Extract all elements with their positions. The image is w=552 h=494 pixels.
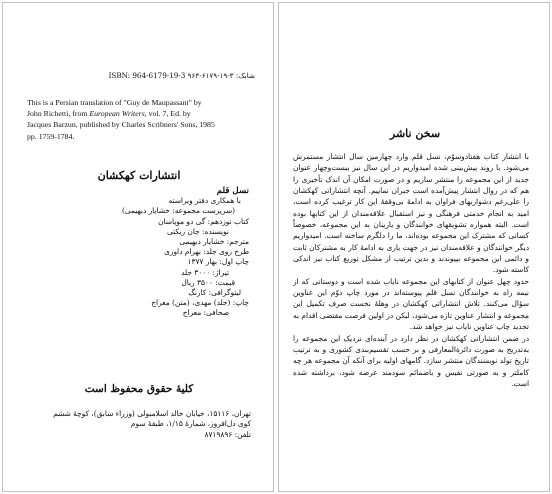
edition-line: چاپ اول: بهار ۱۳۷۷ <box>187 257 249 267</box>
translation-note-line-4: pp. 1759-1784. <box>27 131 75 141</box>
credits-block <box>19 186 249 319</box>
printing-line: چاپ: (جلد) مهدی، (متن) معراج <box>151 298 249 308</box>
translation-note-source-title: European Writers <box>89 109 145 119</box>
text-line: با انتشار کتاب هفتادوسوّم، نسل قلم وارد چهارمین سال انتشار مستمرش <box>293 152 529 161</box>
text-line: ترغیب کرده است، امید به انجام خدمتی فرهنگی و نیز استقبال علاقه‌مندان <box>293 197 529 218</box>
cover-designer-line: طرح روی جلد: بهرام داوری <box>164 247 249 257</box>
publisher-note-body <box>293 151 529 389</box>
lithography-line: لیتوگرافی: کارنگ <box>188 288 241 298</box>
text-line: را به‌تدریج به صورت دائرةالمعارفی و بر حسب تقسیم‌بندی کشوری و به <box>293 333 529 354</box>
cooperation-line: با همکاری دفتر ویراسته <box>168 196 241 206</box>
text-line: تکمیل این مجموعه و انتشار عناوین تازه می‌شود، لیکن در اولین فرصت <box>293 299 529 320</box>
publisher-address <box>19 409 251 440</box>
publisher-note-heading: سخن ناشر <box>389 127 441 140</box>
text-line: عناوین سؤال می‌کنند. تلاش انتشاراتی کهکشان در وهلهٔ نخست صرف <box>293 288 529 309</box>
translation-note-line-2 <box>27 108 259 119</box>
binding-line: صحافی: معراج <box>182 308 229 318</box>
phone-line: تلفن: ۸۷۱۹۸۹۶ <box>204 429 251 439</box>
text-line: تأخیری را هم که در روال انتشار پیش‌آمده است جبران نماییم. آنچه <box>293 174 529 196</box>
isbn-line: شابک: ۳-۱۹-۶۱۷۹-۹۶۴ ISBN: 964-6179-19-3 <box>108 71 255 80</box>
series-editor-line: (سرپرست مجموعه: خشایار دیهیمی) <box>121 206 235 216</box>
text-line: انتشاراتی کهکشان را علی‌رغم دشواریهای فراوان به ادامهٔ بی‌وقفهٔ این کار <box>293 186 529 207</box>
translation-note-line-1: This is a Persian translation of "Guy de Maupassant" by <box>27 98 202 107</box>
text-line: مجموعه، خصوصاً کسانی که مشترک این مجموعه بوده‌اند، ما را دلگرم <box>293 220 529 241</box>
translation-note-author: John Richetti, from <box>27 109 88 119</box>
text-line: می‌شود. با روند پیش‌بینی شده امیدواریم در این سال نیز بیست‌وچهار <box>313 163 530 173</box>
paragraph-1 <box>293 151 529 276</box>
left-page-copyright <box>2 2 274 492</box>
print-run-line: تیراژ: ۳۰۰۰ جلد <box>181 267 229 277</box>
text-line: مقتضی اقدام به تجدید چاپ عناوین نایاب نیز خواهد شد. <box>293 310 529 332</box>
translation-note-volume: , vol. 7, Ed. by <box>144 109 191 119</box>
publisher-name: انتشارات کهکشان <box>97 169 181 182</box>
text-line: ادامهٔ کار به مشترکان ثابت و دائمی این مجموعه بپیوندند و بدین ترتیب از <box>293 242 529 264</box>
text-line: ساخته است. امیدواریم دیگر خوانندگان و علاقه‌مندان نیز در جهت یاری به <box>293 231 529 252</box>
text-line: مشکل توزیع کتاب نیز اندکی کاسته شود. <box>293 254 529 275</box>
translation-note <box>27 97 259 142</box>
author-line: نویسنده: جان ریکتی <box>166 226 229 236</box>
text-line: حدود چهل عنوان از کتابهای این مجموعه نایاب شده است و دوستانی <box>312 276 529 286</box>
text-line: برداشته شده است. <box>293 367 529 388</box>
text-line: که از نیمه راه به خوانندگان نسل قلم پیوسته‌اند در مورد چاپ دوّم این <box>293 276 529 298</box>
book-title-line: کتاب نوزدهم: گی دو موپاسان <box>158 216 249 226</box>
translation-note-line-3: Jacques Barzun, published by Charles Scribners' Sons, 1985 <box>27 120 215 130</box>
text-line: عنوان جدید از این مجموعه را منتشر سازیم و در صورت امکان آن اندک <box>293 163 529 184</box>
translator-line: مترجم: خشایار دیهیمی <box>179 237 249 247</box>
paragraph-2 <box>293 276 529 333</box>
address-line-2: کوی دل‌افروز، شمارهٔ ۱/۱۵، طبقهٔ سوم <box>130 419 251 429</box>
right-page-publisher-note <box>278 2 550 492</box>
text-line: مجموعه هر چه کاملتر و به صورتی نفیس و باضمائم سودمند عرضه شود، <box>293 356 529 377</box>
address-line-1: تهران، ۱۵۱۱۶، خیابان خالد اسلامبولی (وزراء سابق)، کوچهٔ ششم <box>53 409 251 418</box>
text-line: از این کتابها بوده است. البته همواره تشویقهای خوانندگان و یارینان به این <box>293 208 529 230</box>
paragraph-3 <box>293 333 529 390</box>
price-line: قیمت: ۳۵۰۰ ریال <box>181 277 235 287</box>
text-line: ترتیب تاریخ تولد نویسندگان منتشر سازد. گامهای اولیه برای آنکه آن <box>293 344 529 366</box>
series-title: نسل قلم <box>216 186 249 196</box>
text-line: در ضمن انتشاراتی کهکشان در نظر دارد در آینده‌ای نزدیک این مجموعه <box>301 333 529 343</box>
all-rights-reserved: کلیهٔ حقوق محفوظ است <box>84 383 194 395</box>
